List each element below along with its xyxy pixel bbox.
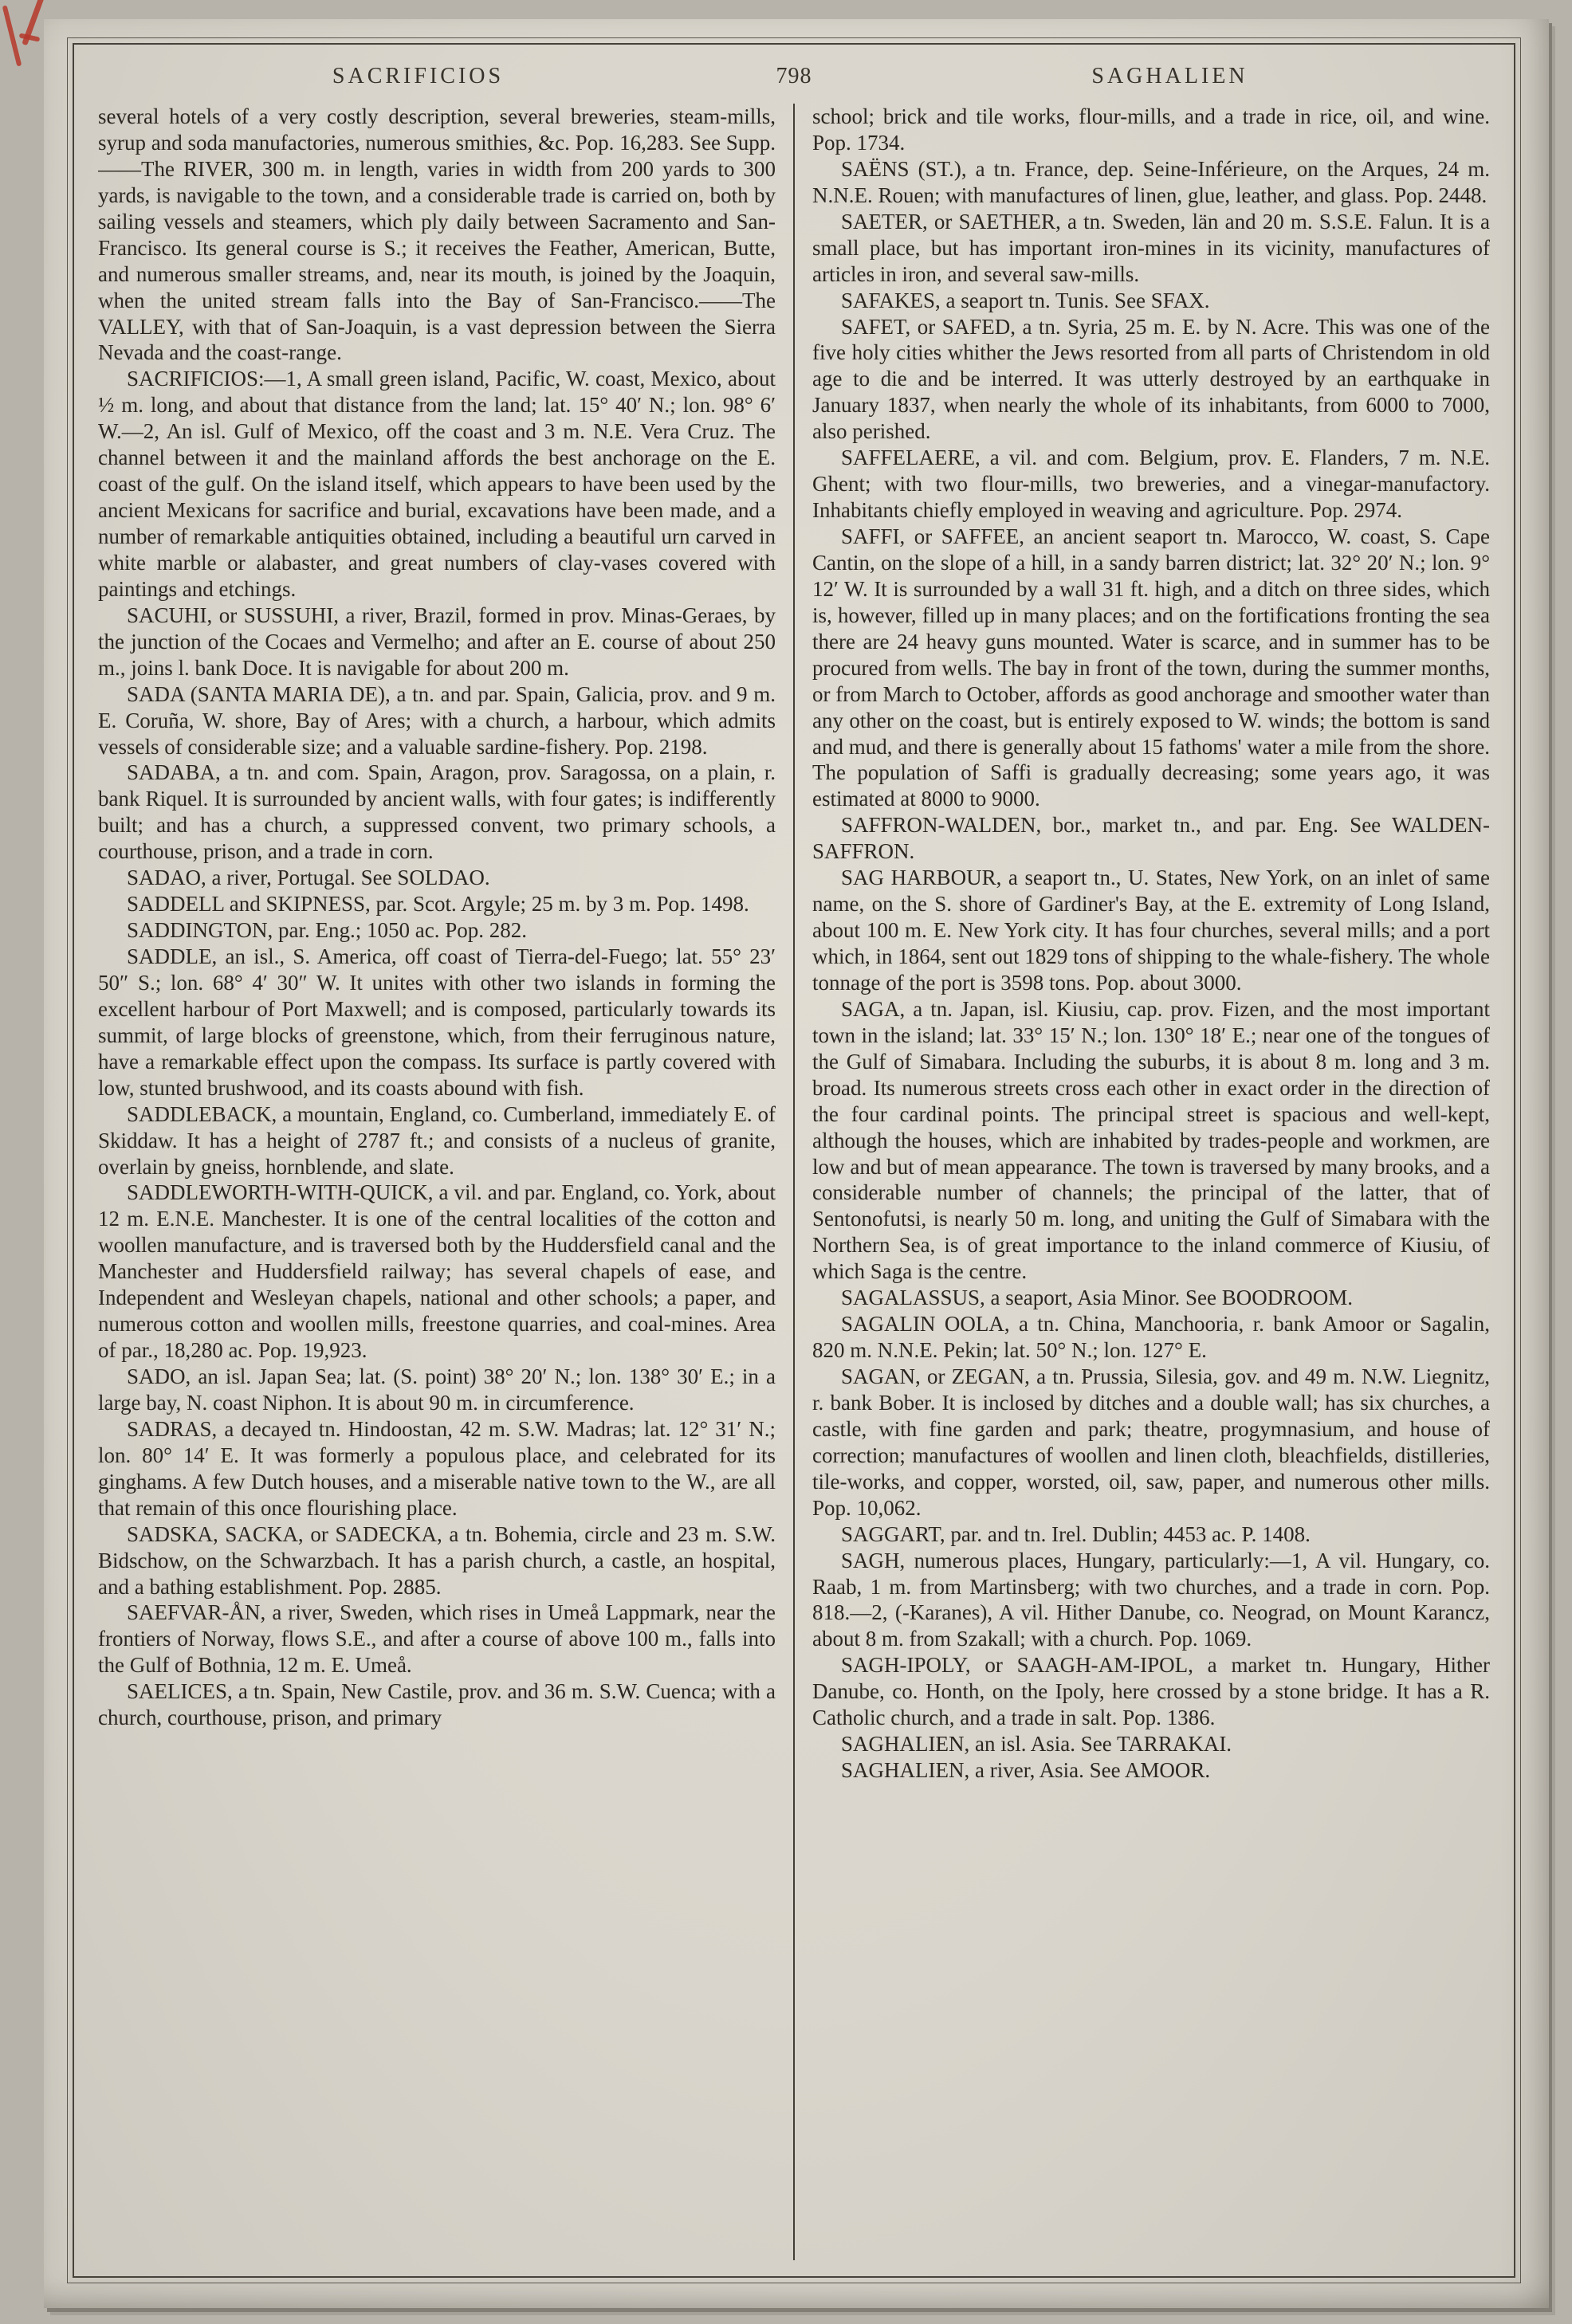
- entry-paragraph: SADDLEBACK, a mountain, England, co. Cumberland, immediately E. of Skiddaw. It has a height of 2787 ft.; and consists of a nucleus of granite, overlain by gneiss, hornblende, and slate.: [98, 1101, 776, 1179]
- entry-paragraph: SAFET, or SAFED, a tn. Syria, 25 m. E. by N. Acre. This was one of the five holy cities whither the Jews resorted from all parts of Christendom in old age to die and be interred. It was utterly destroyed by an earthquake in January 1837, when nearly the whole of its inhabitants, from 6000 to 7000, also perished.: [812, 314, 1490, 444]
- entry-paragraph: SAETER, or SAETHER, a tn. Sweden, län and 20 m. S.S.E. Falun. It is a small place, but has important iron-mines in its vicinity, manufactures of articles in iron, and several saw-mills.: [812, 209, 1490, 286]
- entry-paragraph: SAGHALIEN, an isl. Asia. See TARRAKAI.: [841, 1732, 1232, 1757]
- entry-paragraph: SAGGART, par. and tn. Irel. Dublin; 4453 ac. P. 1408.: [841, 1521, 1311, 1546]
- entry-paragraph: SAELICES, a tn. Spain, New Castile, prov. and 36 m. S.W. Cuenca; with a church, courthouse, prison, and primary: [98, 1679, 776, 1730]
- entry-paragraph: SADA (SANTA MARIA DE), a tn. and par. Spain, Galicia, prov. and 9 m. E. Coruña, W. shore, Bay of Ares; with a church, a harbour, which admits vessels of considerable size; and a valuable sardine-fishery. Pop. 2198.: [98, 681, 776, 759]
- page-frame: [73, 43, 1515, 2278]
- entry-paragraph: SAGA, a tn. Japan, isl. Kiusiu, cap. prov. Fizen, and the most important town in the island; lat. 33° 15′ N.; lon. 130° 18′ E.; near one of the tongues of the Gulf of Simabara. Including the suburbs, it is about 8 m. long and 3 m. broad. Its numerous streets cross each other in exact order in the direction of the four cardinal points. The principal street is spacious and well-kept, although the houses, which are inhabited by trades-people and workmen, are low and but of mean appearance. The town is traversed by many brooks, and a considerable number of channels; the principal of the latter, that of Sentonofutsi, is nearly 50 m. long, and uniting the Gulf of Simabara with the Northern Sea, is of great importance to the inland commerce of Kiusiu, of which Saga is the centre.: [812, 996, 1490, 1284]
- entry-paragraph: SADDLEWORTH-WITH-QUICK, a vil. and par. England, co. York, about 12 m. E.N.E. Manchester. It is one of the central localities of the cotton and woollen manufacture, and is traversed both by the Huddersfield canal and the Manchester and Huddersfield railway; has several chapels of ease, and Independent and Wesleyan chapels, national and other schools; a paper, and numerous cotton and woollen mills, freestone quarries, and coal-mines. Area of par., 18,280 ac. Pop. 19,923.: [98, 1180, 776, 1363]
- entry-paragraph: SADAO, a river, Portugal. See SOLDAO.: [127, 866, 490, 890]
- continuation-paragraph: school; brick and tile works, flour-mills, and a trade in rice, oil, and wine. Pop. 1734.: [812, 104, 1490, 155]
- entry-paragraph: SADABA, a tn. and com. Spain, Aragon, prov. Saragossa, on a plain, r. bank Riquel. It is surrounded by ancient walls, with four gates; is indifferently built; and has a church, a suppressed convent, two primary schools, a courthouse, prison, and a trade in corn.: [98, 760, 776, 864]
- entry-paragraph: SADDLE, an isl., S. America, off coast of Tierra-del-Fuego; lat. 55° 23′ 50″ S.; lon. 68° 4′ 30″ W. It unites with other two islands in forming the excellent harbour of Port Maxwell; and is composed, particularly towards its summit, of large blocks of greenstone, which, from their ferruginous nature, have a remarkable effect upon the compass. Its surface is partly covered with low, stunted brushwood, and its coasts abound with fish.: [98, 944, 776, 1100]
- header-left-title: SACRIFICIOS: [332, 64, 505, 88]
- text-columns: [98, 104, 1490, 2260]
- left-column: [98, 104, 793, 2260]
- entry-paragraph: SADDINGTON, par. Eng.; 1050 ac. Pop. 282.: [127, 918, 527, 943]
- entry-paragraph: SAGAN, or ZEGAN, a tn. Prussia, Silesia, gov. and 49 m. N.W. Liegnitz, r. bank Bober. It is inclosed by ditches and a double wall; has six churches, a castle, with fine garden and park; theatre, progymnasium, and house of correction; manufactures of woollen and linen cloth, bleachfields, distilleries, tile-works, and copper, worsted, oil, saw, paper, and numerous other mills. Pop. 10,062.: [812, 1364, 1490, 1520]
- entry-paragraph: SAËNS (ST.), a tn. France, dep. Seine-Inférieure, on the Arques, 24 m. N.N.E. Rouen; with manufactures of linen, glue, leather, and glass. Pop. 2448.: [812, 156, 1490, 207]
- running-header: [98, 64, 1490, 89]
- entry-paragraph: SADRAS, a decayed tn. Hindoostan, 42 m. S.W. Madras; lat. 12° 31′ N.; lon. 80° 14′ E. It was formerly a populous place, and celebrated for its ginghams. A few Dutch houses, and a miserable native town to the W., are all that remain of this once flourishing place.: [98, 1416, 776, 1520]
- entry-paragraph: SAFFRON-WALDEN, bor., market tn., and par. Eng. See WALDEN-SAFFRON.: [812, 813, 1490, 864]
- entry-paragraph: SAG HARBOUR, a seaport tn., U. States, New York, on an inlet of same name, on the S. shore of Gardiner's Bay, at the E. extremity of Long Island, about 100 m. E. New York city. It has four churches, several mills; and a port which, in 1864, sent out 1829 tons of shipping to the whale-fishery. The whole tonnage of the port is 3598 tons. Pop. about 3000.: [812, 866, 1490, 995]
- entry-paragraph: SAGH, numerous places, Hungary, particularly:—1, A vil. Hungary, co. Raab, 1 m. from Martinsberg; with two churches, and a trade in corn. Pop. 818.—2, (-Karanes), A vil. Hither Danube, co. Neograd, on Mount Karancz, about 8 m. from Szakall; with a church. Pop. 1069.: [812, 1548, 1490, 1651]
- entry-paragraph: SADO, an isl. Japan Sea; lat. (S. point) 38° 20′ N.; lon. 138° 30′ E.; in a large bay, N. coast Niphon. It is about 90 m. in circumference.: [98, 1364, 776, 1415]
- entry-paragraph: SACUHI, or SUSSUHI, a river, Brazil, formed in prov. Minas-Geraes, by the junction of the Cocaes and Vermelho; and after an E. course of about 250 m., joins l. bank Doce. It is navigable for about 200 m.: [98, 603, 776, 680]
- entry-paragraph: SAEFVAR-ÅN, a river, Sweden, which rises in Umeå Lappmark, near the frontiers of Norway, flows S.E., and after a course of above 100 m., falls into the Gulf of Bothnia, 12 m. E. Umeå.: [98, 1600, 776, 1678]
- page-content: [74, 45, 1514, 2276]
- entry-paragraph: SAFAKES, a seaport tn. Tunis. See SFAX.: [841, 288, 1210, 312]
- entry-paragraph: SAGALASSUS, a seaport, Asia Minor. See BOODROOM.: [841, 1286, 1354, 1310]
- entry-paragraph: SAGALIN OOLA, a tn. China, Manchooria, r. bank Amoor or Sagalin, 820 m. N.N.E. Pekin; lat. 50° N.; lon. 127° E.: [812, 1312, 1490, 1363]
- entry-paragraph: SAGH-IPOLY, or SAAGH-AM-IPOL, a market tn. Hungary, Hither Danube, co. Honth, on the Ipoly, here crossed by a stone bridge. It has a R. Catholic church, and a trade in salt. Pop. 1386.: [812, 1653, 1490, 1730]
- scanned-page: [44, 19, 1549, 2308]
- continuation-paragraph: several hotels of a very costly description, several breweries, steam-mills, syrup and soda manufactories, numerous smithies, &c. Pop. 16,283. See Supp.——The RIVER, 300 m. in length, varies in width from 200 yards to 300 yards, is navigable to the town, and a considerable trade is carried on, both by sailing vessels and steamers, which ply daily between Sacramento and San-Francisco. Its general course is S.; it receives the Feather, American, Butte, and numerous smaller streams, and, near its mouth, is joined by the Joaquin, when the united stream falls into the Bay of San-Francisco.——The VALLEY, with that of San-Joaquin, is a vast depression between the Sierra Nevada and the coast-range.: [98, 104, 776, 365]
- entry-paragraph: SADSKA, SACKA, or SADECKA, a tn. Bohemia, circle and 23 m. S.W. Bidschow, on the Schwarzbach. It has a parish church, a castle, an hospital, and a bathing establishment. Pop. 2885.: [98, 1521, 776, 1599]
- entry-paragraph: SADDELL and SKIPNESS, par. Scot. Argyle; 25 m. by 3 m. Pop. 1498.: [127, 892, 749, 917]
- entry-paragraph: SAFFELAERE, a vil. and com. Belgium, prov. E. Flanders, 7 m. N.E. Ghent; with two flour-mills, two breweries, and a vinegar-manufactory. Inhabitants chiefly employed in weaving and agriculture. Pop. 2974.: [812, 446, 1490, 523]
- entry-paragraph: SAGHALIEN, a river, Asia. See AMOOR.: [841, 1758, 1211, 1783]
- page-number: 798: [776, 64, 812, 88]
- entry-paragraph: SAFFI, or SAFFEE, an ancient seaport tn. Marocco, W. coast, S. Cape Cantin, on the slope of a hill, in a sandy barren district; lat. 32° 20′ N.; lon. 9° 12′ W. It is surrounded by a wall 31 ft. high, and a ditch on three sides, which is, however, filled up in many places; and on the fortifications fronting the sea there are 24 heavy guns mounted. Water is scarce, and in summer has to be procured from wells. The bay in front of the town, during the summer months, or from March to October, affords as good anchorage and smoother water than any other on the coast, but is entirely exposed to W. winds; the bottom is sand and mud, and there is generally about 15 fathoms' water a mile from the shore. The population of Saffi is gradually decreasing; some years ago, it was estimated at 8000 to 9000.: [812, 524, 1490, 811]
- header-right-title: SAGHALIEN: [1091, 64, 1248, 88]
- right-column: [795, 104, 1490, 2260]
- entry-paragraph: SACRIFICIOS:—1, A small green island, Pacific, W. coast, Mexico, about ½ m. long, and about that distance from the land; lat. 15° 40′ N.; lon. 98° 6′ W.—2, An isl. Gulf of Mexico, off the coast and 3 m. N.E. Vera Cruz. The channel between it and the mainland affords the best anchorage on the E. coast of the gulf. On the island itself, which appears to have been used by the ancient Mexicans for sacrifice and burial, excavations have been made, and a number of remarkable antiquities obtained, including a beautiful urn carved in white marble or alabaster, and great numbers of clay-vases covered with paintings and etchings.: [98, 367, 776, 601]
